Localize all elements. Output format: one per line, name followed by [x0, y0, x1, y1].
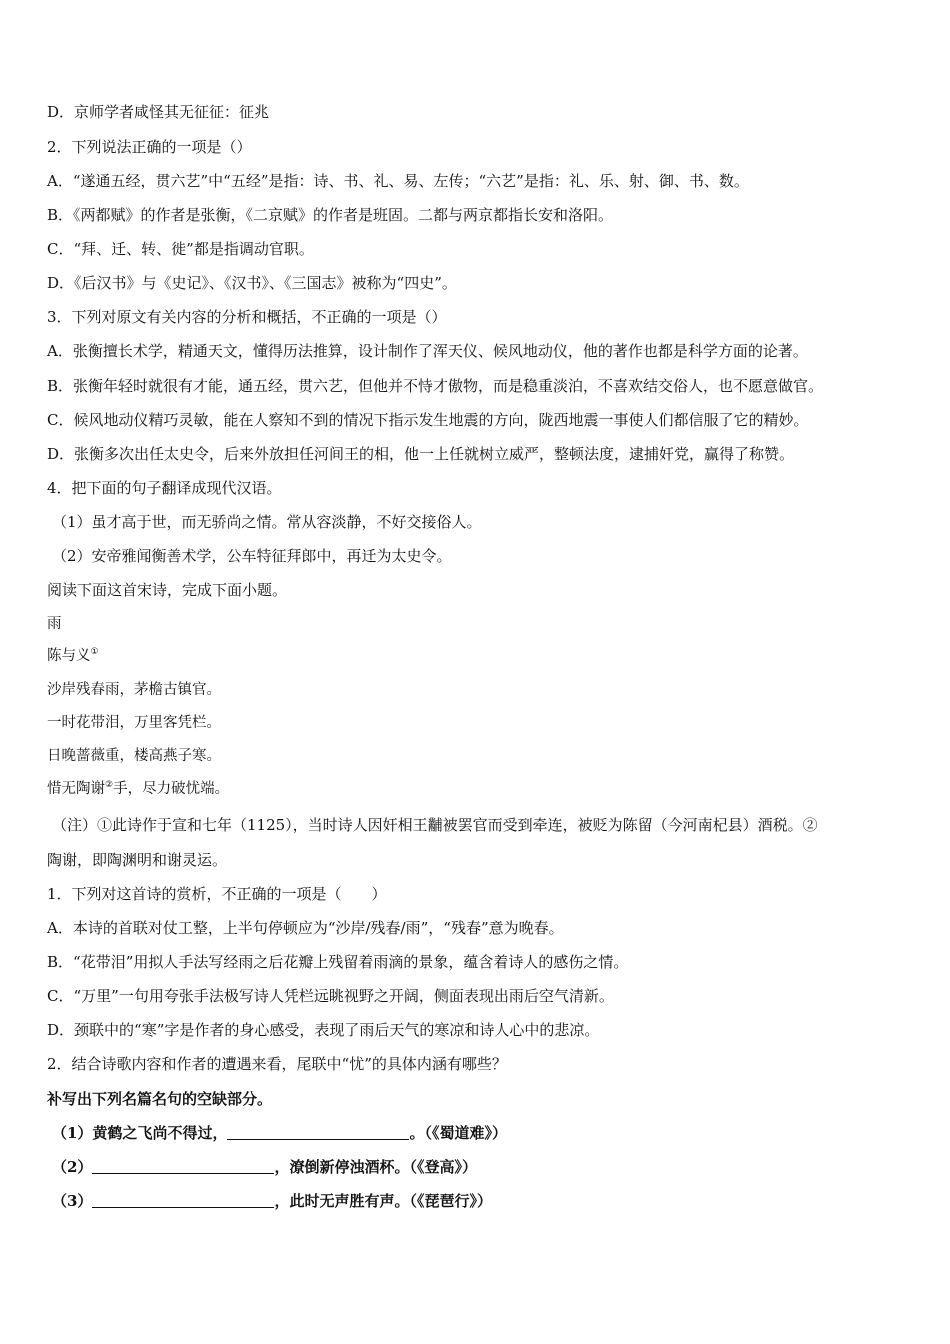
footnote-mark: ① [90, 647, 99, 657]
poem-line-part: 手，尽力破忧端。 [113, 781, 230, 797]
blank-line[interactable] [92, 1158, 274, 1174]
poem-question-2: 2．结合诗歌内容和作者的遭遇来看，尾联中“忧”的具体内涵有哪些？ [47, 1055, 507, 1073]
option-d: D．《后汉书》与《史记》、《汉书》、《三国志》被称为“四史”。 [47, 274, 457, 292]
poem-line-part: 惜无陶谢 [47, 781, 105, 797]
option-a: A．“遂通五经，贯六艺”中“五经”是指：诗、书、礼、易、左传；“六艺”是指：礼、乐、射、御、书、数。 [47, 172, 749, 190]
fill-text: ，此时无声胜有声。（《琵琶行》） [274, 1192, 492, 1210]
option-b: B．《两都赋》的作者是张衡，《二京赋》的作者是班固。二都与两京都指长安和洛阳。 [47, 206, 614, 224]
fill-text: 。（《蜀道难》） [409, 1124, 507, 1142]
poem-line [47, 779, 910, 799]
footnote-mark: ② [105, 780, 114, 790]
question-4: 4．把下面的句子翻译成现代汉语。 [47, 479, 282, 497]
question-2: 2．下列说法正确的一项是（） [47, 138, 252, 156]
fill-text: ，潦倒新停浊酒杯。（《登高》） [274, 1158, 477, 1176]
poem-question-1: 1．下列对这首诗的赏析，不正确的一项是（ ） [47, 885, 387, 903]
option-b: B．张衡年轻时就很有才能，通五经，贯六艺，但他并不恃才傲物，而是稳重淡泊，不喜欢结交俗人，也不愿意做官。 [47, 377, 824, 395]
translation-item-2: （2）安帝雅闻衡善术学，公车特征拜郎中，再迁为太史令。 [52, 547, 452, 565]
blank-line[interactable] [92, 1192, 274, 1208]
poem-note: （注）①此诗作于宣和七年（1125），当时诗人因奸相王黼被罢官而受到牵连，被贬为陈留（今河南杞县）酒税。② [52, 816, 818, 834]
translation-item-1: （1）虽才高于世，而无骄尚之情。常从容淡静，不好交接俗人。 [52, 513, 482, 531]
poem-note-cont: 陶谢，即陶渊明和谢灵运。 [47, 851, 228, 869]
option-d: D．颈联中的“寒”字是作者的身心感受，表现了雨后天气的寒凉和诗人心中的悲凉。 [47, 1021, 600, 1039]
option-c: C．“拜、迁、转、徙”都是指调动官职。 [47, 240, 314, 258]
option-a: A．本诗的首联对仗工整，上半句停顿应为“沙岸/残春/雨”，“残春”意为晚春。 [47, 919, 564, 937]
fill-text: （3） [52, 1192, 93, 1210]
fill-heading: 补写出下列名篇名句的空缺部分。 [47, 1090, 273, 1108]
option-c: C．候风地动仪精巧灵敏，能在人察知不到的情况下指示发生地震的方向，陇西地震一事使人们都信服了它的精妙。 [47, 411, 809, 429]
option-a: A．张衡擅长术学，精通天文，懂得历法推算，设计制作了浑天仪、候风地动仪，他的著作也都是科学方面的论著。 [47, 342, 808, 360]
blank-line[interactable] [227, 1124, 409, 1140]
option-d: D．张衡多次出任太史令，后来外放担任河间王的相，他一上任就树立威严，整顿法度，逮捕奸党，赢得了称赞。 [47, 445, 795, 463]
option-b: B．“花带泪”用拟人手法写经雨之后花瓣上残留着雨滴的景象，蕴含着诗人的感伤之情。 [47, 953, 629, 971]
text-line: D．京师学者咸怪其无征征：征兆 [47, 103, 270, 121]
question-3: 3．下列对原文有关内容的分析和概括，不正确的一项是（） [47, 308, 447, 326]
poem-author [47, 646, 910, 666]
fill-text: （1）黄鹤之飞尚不得过， [52, 1124, 228, 1142]
author-name: 陈与义 [47, 648, 91, 664]
poem-title: 雨 [47, 616, 62, 632]
poem-line: 沙岸残春雨，茅檐古镇官。 [47, 682, 221, 698]
option-c: C．“万里”一句用夸张手法极写诗人凭栏远眺视野之开阔，侧面表现出雨后空气清新。 [47, 987, 614, 1005]
fill-text: （2） [52, 1158, 93, 1176]
poem-line: 一时花带泪，万里客凭栏。 [47, 715, 221, 731]
fill-item-2 [52, 1157, 910, 1177]
fill-item-3 [52, 1191, 910, 1211]
fill-item-1 [52, 1123, 910, 1143]
reading-instruction: 阅读下面这首宋诗，完成下面小题。 [47, 581, 288, 599]
poem-line: 日晚蔷薇重，楼高燕子寒。 [47, 748, 221, 764]
